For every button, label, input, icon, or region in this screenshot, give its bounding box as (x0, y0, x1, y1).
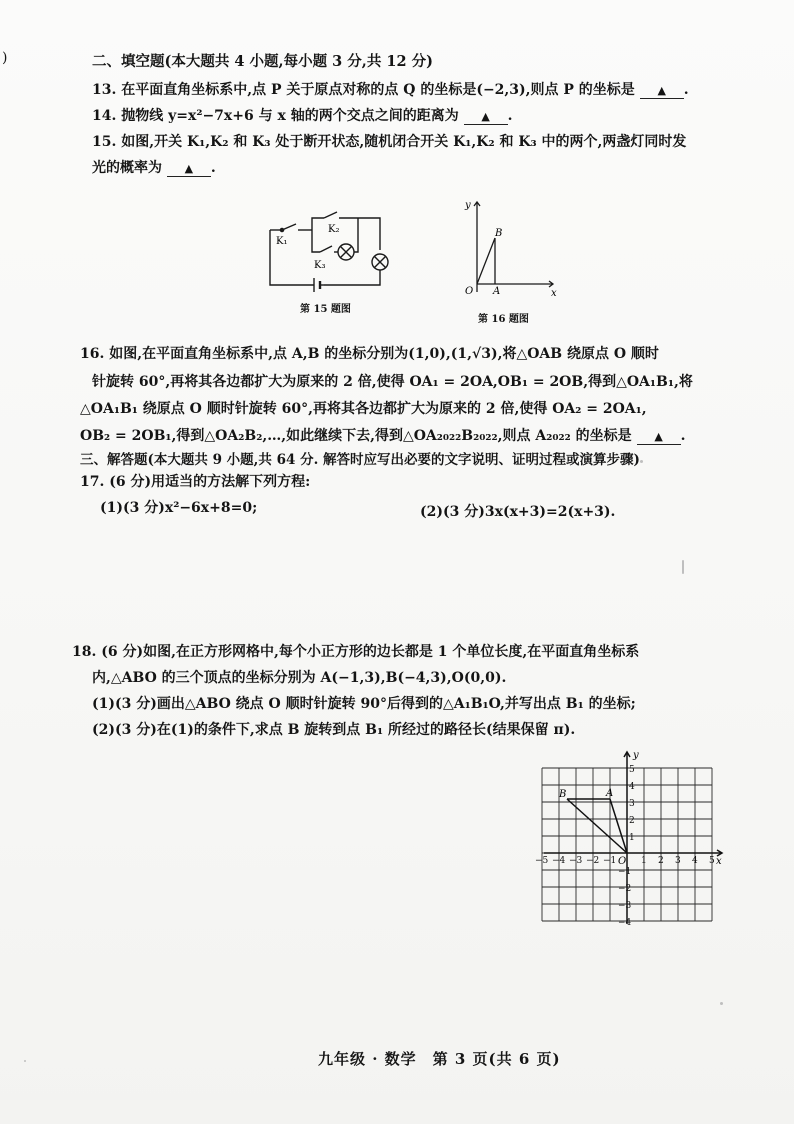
q16-answer-blank[interactable]: ▲ (637, 430, 681, 445)
q18-part1: (1)(3 分)画出△ABO 绕点 O 顺时针旋转 90°后得到的△A₁B₁O,并写出点 B₁ 的坐标; (92, 696, 636, 712)
grid-x-tick-label: 4 (692, 856, 698, 866)
section3-title: 三、解答题(本大题共 9 小题,共 64 分. 解答时应写出必要的文字说明、证明过程或演算步骤) (80, 452, 640, 468)
fig16-o-label: O (465, 286, 474, 297)
q13: 13. 在平面直角坐标系中,点 P 关于原点对称的点 Q 的坐标是(−2,3),则点 P 的坐标是 ▲ . (92, 82, 689, 98)
fig16-a-label: A (493, 286, 501, 297)
fig16-caption: 第 16 题图 (478, 314, 529, 325)
q18-line1: 18. (6 分)如图,在正方形网格中,每个小正方形的边长都是 1 个单位长度,在平面直角坐标系 (72, 644, 640, 660)
grid-y-tick-label: −1 (618, 867, 632, 877)
q17-part2: (2)(3 分)3x(x+3)=2(x+3). (420, 504, 616, 520)
q15-answer-blank[interactable]: ▲ (167, 162, 211, 177)
grid-x-tick-label: 2 (658, 856, 664, 866)
grid-a-label: A (606, 788, 614, 799)
grid-y-tick-label: −3 (618, 901, 632, 911)
scan-speck (720, 1002, 723, 1005)
k2-label: K₂ (328, 224, 340, 235)
q16-line2: 针旋转 60°,再将其各边都扩大为原来的 2 倍,使得 OA₁ = 2OA,OB₁ = 2OB,得到△OA₁B₁,将 (92, 374, 693, 390)
grid-y-tick-label: −4 (618, 918, 632, 928)
q15-text: 光的概率为 (92, 160, 162, 176)
q16-line1: 16. 如图,在平面直角坐标系中,点 A,B 的坐标分别为(1,0),(1,√3),将△OAB 绕原点 O 顺时 (80, 346, 659, 362)
grid-o-label: O (618, 856, 627, 867)
triangle-figure (455, 196, 565, 300)
grid-y-label: y (633, 750, 639, 761)
section2-title: 二、填空题(本大题共 4 小题,每小题 3 分,共 12 分) (92, 53, 433, 70)
scan-speck (24, 1060, 26, 1062)
grid-b-label: B (559, 789, 567, 800)
grid-y-tick-label: 5 (629, 765, 635, 775)
grid-x-tick-label: −2 (586, 856, 600, 866)
grid-x-tick-label: −5 (535, 856, 549, 866)
q13-text: 13. 在平面直角坐标系中,点 P 关于原点对称的点 Q 的坐标是(−2,3),则点 P 的坐标是 (92, 82, 635, 98)
scan-speck (640, 460, 643, 463)
grid-x-tick-label: 3 (675, 856, 681, 866)
page-footer: 九年级 · 数学 第 3 页(共 6 页) (318, 1050, 561, 1068)
edge-mark: ) (2, 50, 8, 66)
grid-x-tick-label: 5 (709, 856, 715, 866)
k1-label: K₁ (276, 236, 288, 247)
grid-y-tick-label: 3 (629, 799, 635, 809)
q18-part2: (2)(3 分)在(1)的条件下,求点 B 旋转到点 B₁ 所经过的路径长(结果保留 π). (92, 722, 576, 738)
q14-answer-blank[interactable]: ▲ (464, 110, 508, 125)
q18-line2: 内,△ABO 的三个顶点的坐标分别为 A(−1,3),B(−4,3),O(0,0). (92, 670, 507, 686)
q14: 14. 抛物线 y=x²−7x+6 与 x 轴的两个交点之间的距离为 ▲ . (92, 108, 513, 124)
q17-part1: (1)(3 分)x²−6x+8=0; (100, 500, 258, 516)
q16-line3: △OA₁B₁ 绕原点 O 顺时针旋转 60°,再将其各边都扩大为原来的 2 倍,使得 OA₂ = 2OA₁, (80, 401, 647, 417)
q16-line4: OB₂ = 2OB₁,得到△OA₂B₂,…,如此继续下去,得到△OA₂₀₂₂B₂₀₂₂,则点 A₂₀₂₂ 的坐标是 ▲ . (80, 428, 686, 444)
circuit-figure (262, 210, 392, 300)
grid-x-tick-label: 1 (641, 856, 647, 866)
fig16-b-label: B (495, 228, 503, 239)
grid-y-tick-label: 1 (629, 833, 635, 843)
grid-x-tick-label: −3 (569, 856, 583, 866)
grid-x-label: x (716, 856, 722, 867)
q17: 17. (6 分)用适当的方法解下列方程: (80, 474, 311, 490)
q15-line2: 光的概率为 ▲ . (92, 160, 216, 176)
q16-text: OB₂ = 2OB₁,得到△OA₂B₂,…,如此继续下去,得到△OA₂₀₂₂B₂₀₂₂,则点 A₂₀₂₂ 的坐标是 (80, 428, 632, 444)
scan-speck (682, 560, 684, 574)
q14-text: 14. 抛物线 y=x²−7x+6 与 x 轴的两个交点之间的距离为 (92, 108, 459, 124)
fig16-y-label: y (465, 200, 471, 211)
grid-y-tick-label: 2 (629, 816, 635, 826)
k3-label: K₃ (314, 260, 326, 271)
q13-answer-blank[interactable]: ▲ (640, 84, 684, 99)
q15-line1: 15. 如图,开关 K₁,K₂ 和 K₃ 处于断开状态,随机闭合开关 K₁,K₂ 和 K₃ 中的两个,两盏灯同时发 (92, 134, 687, 150)
grid-y-tick-label: −2 (618, 884, 632, 894)
coordinate-grid-figure (534, 748, 730, 928)
fig15-caption: 第 15 题图 (300, 304, 351, 315)
fig16-x-label: x (551, 288, 557, 299)
grid-y-tick-label: 4 (629, 782, 635, 792)
grid-x-tick-label: −4 (552, 856, 566, 866)
grid-x-tick-label: −1 (603, 856, 617, 866)
